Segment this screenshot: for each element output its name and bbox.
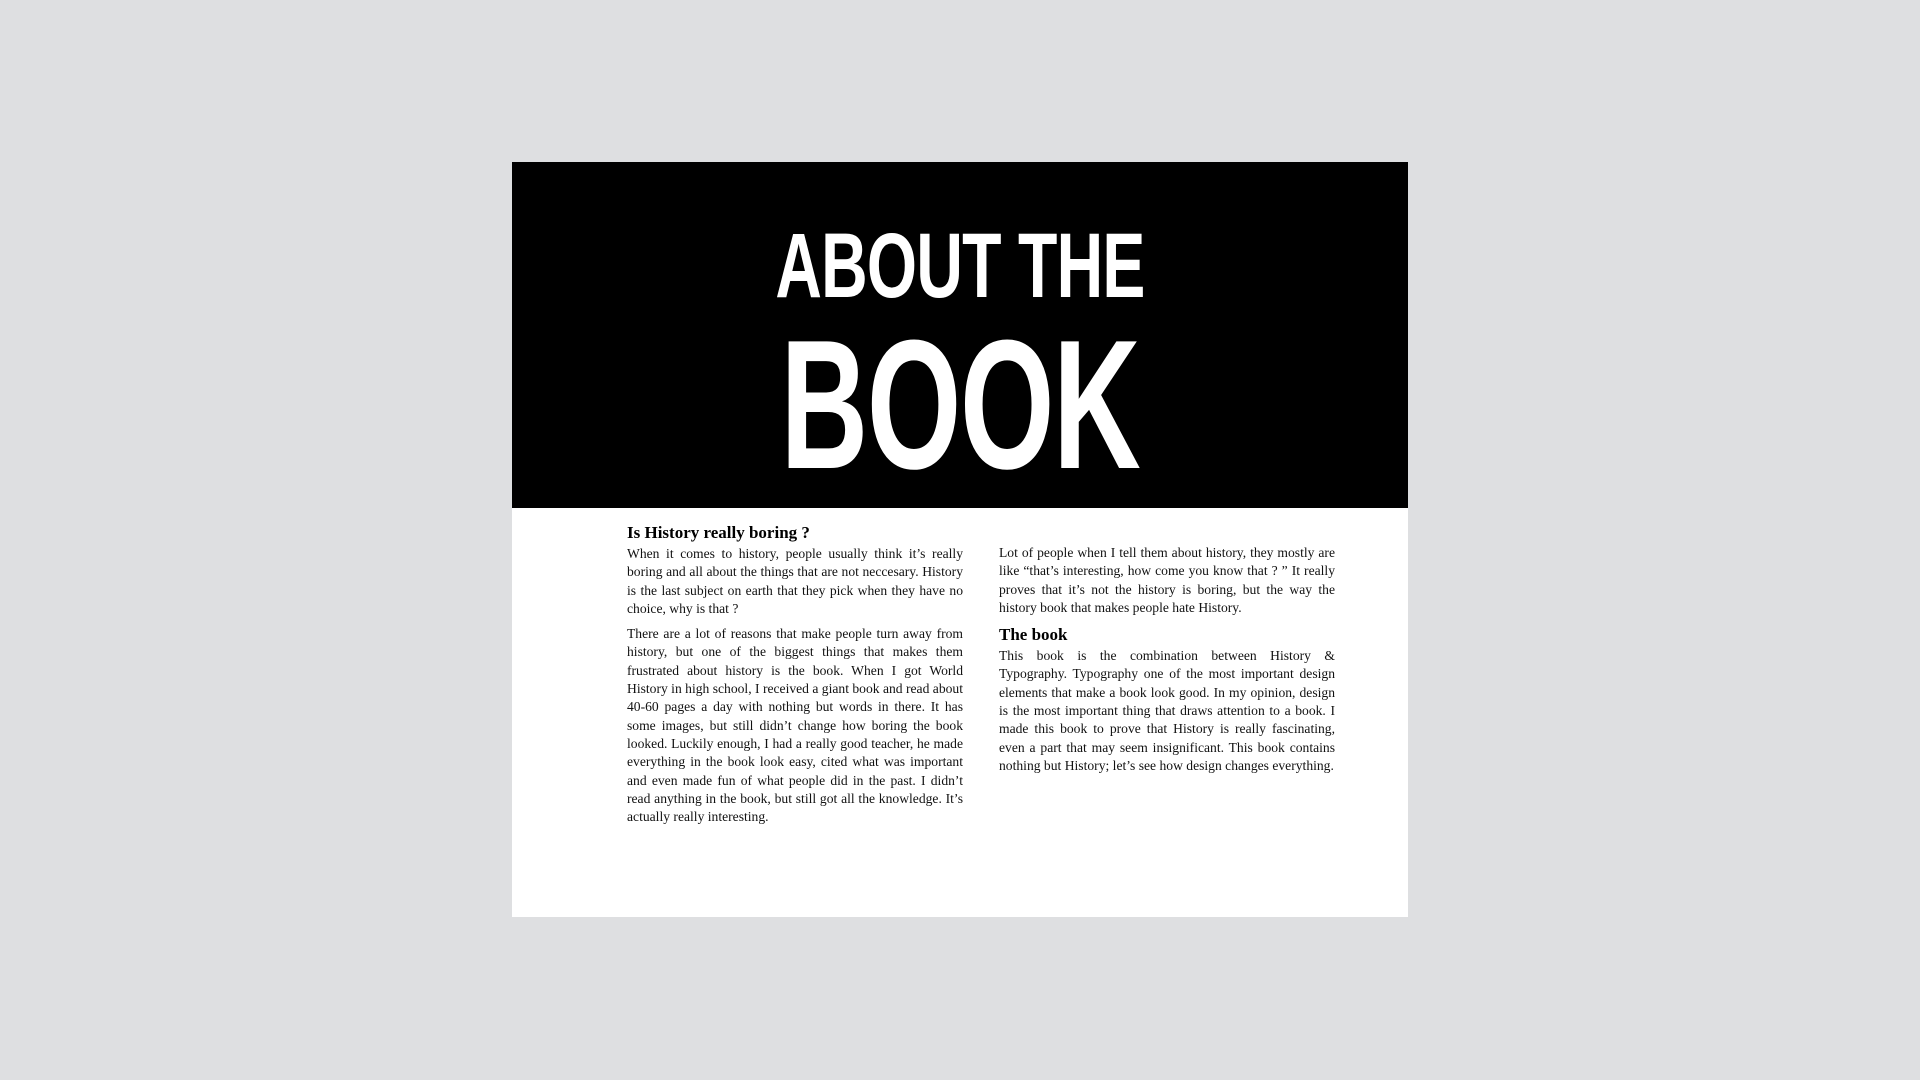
right-text-column	[999, 544, 1335, 782]
paragraph: Lot of people when I tell them about history, they mostly are like “that’s interesting, how come you know that ? ” It really proves that it’s not the history is boring, but the way the history book that makes people hate History.	[999, 545, 1335, 615]
section-heading-the-book: The book	[999, 625, 1068, 645]
section-heading-history-boring: Is History really boring ?	[627, 523, 810, 542]
paragraph: There are a lot of reasons that make people turn away from history, but one of the biggest things that makes them frustrated about history is the book. When I got World History in high school, I received a giant book and read about 40-60 pages a day with nothing but words in there. It has some images, but still didn’t change how boring the book looked. Luckily enough, I had a really good teacher, he made everything in the book look easy, cited what was important and even made fun of what people did in the past. I didn’t read anything in the book, but still got all the knowledge. It’s actually really interesting.	[627, 626, 963, 825]
left-text-column	[627, 522, 963, 833]
title-line-book: BOOK	[780, 301, 1140, 507]
title-line-about-the: ABOUT THE	[775, 215, 1145, 317]
paragraph: This book is the combination between History & Typography. Typography one of the most important design elements that make a book look good. In my opinion, design is the most important thing that draws attention to a book. I made this book to prove that History is really fascinating, even a part that may seem insignificant. This book contains nothing but History; let’s see how design changes everything.	[999, 648, 1335, 773]
title-banner	[512, 162, 1408, 508]
paragraph: When it comes to history, people usually think it’s really boring and all about the things that are not neccesary. History is the last subject on earth that they pick when they have no choice, why is that ?	[627, 546, 963, 616]
book-page	[512, 162, 1408, 917]
